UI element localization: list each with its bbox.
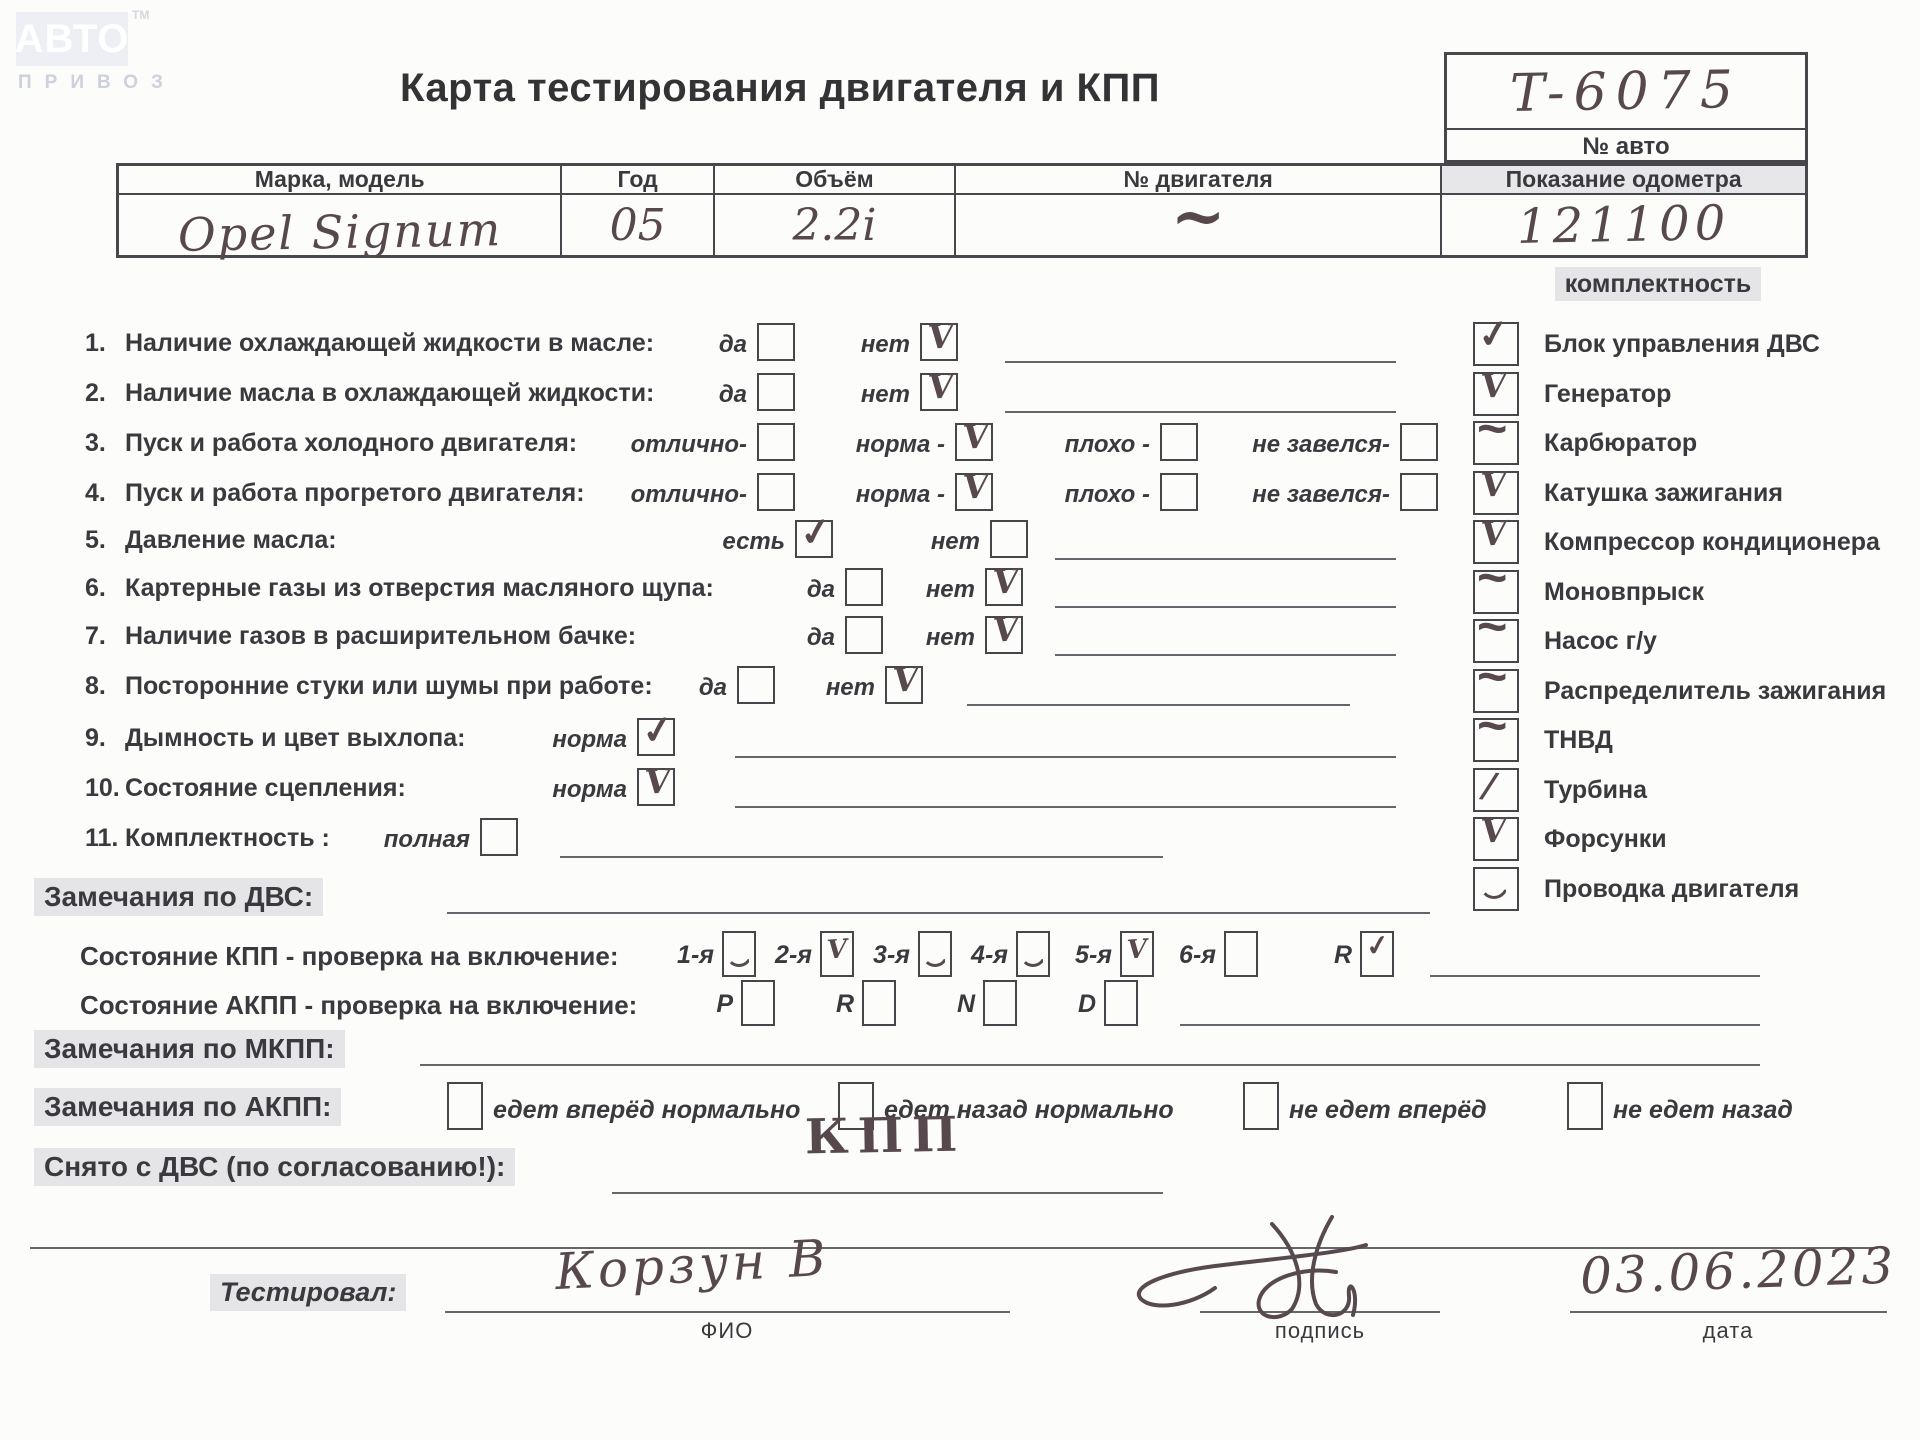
gear-label: 2-я	[775, 941, 812, 969]
equipment-checkbox	[1473, 513, 1519, 564]
handwritten-make-model: Opel Signum	[177, 202, 503, 262]
mkpp-remarks-label: Замечания по МКПП:	[34, 1030, 345, 1068]
option-label: плохо -	[1064, 481, 1150, 508]
option-label: норма -	[855, 481, 945, 508]
handwritten-vee-mark: V	[926, 316, 955, 357]
signature-caption: подпись	[1274, 1318, 1366, 1343]
option-label: да	[718, 381, 747, 408]
gear-label: N	[956, 990, 975, 1018]
cell-value	[715, 195, 954, 255]
handwritten-engine-number-dash: ~	[1170, 177, 1226, 255]
handwritten-vee-mark: V	[961, 466, 990, 507]
akpp-option-label: не едет вперёд	[1289, 1096, 1487, 1124]
car-number-box	[1444, 52, 1808, 163]
column-header: Объём	[715, 166, 954, 195]
check-item-number: 8.	[85, 672, 106, 700]
equipment-item-row	[0, 549, 1920, 618]
equipment-item-row	[0, 810, 1920, 865]
cell-value	[562, 195, 712, 255]
equipment-checkbox	[1473, 365, 1519, 416]
handwritten-dash-mark: ~	[1477, 598, 1508, 656]
option-label: да	[806, 576, 835, 603]
check-item-label: Давление масла:	[125, 526, 337, 554]
equipment-item-label: ТНВД	[1544, 726, 1613, 754]
option-label: да	[718, 331, 747, 358]
handwritten-curve-mark	[922, 953, 948, 967]
gear-checkbox	[1016, 931, 1050, 977]
fio-line	[445, 1311, 1010, 1313]
check-item-label: Картерные газы из отверстия масляного щупа:	[125, 574, 714, 602]
equipment-item-label: Катушка зажигания	[1544, 479, 1783, 507]
akpp-comment-line	[1180, 1024, 1760, 1026]
gear-label: 1-я	[677, 941, 714, 969]
equipment-item-row	[0, 598, 1920, 667]
check-item-number: 7.	[85, 622, 106, 650]
check-item-label: Пуск и работа прогретого двигателя:	[125, 479, 585, 507]
check-item-number: 1.	[85, 329, 106, 357]
vehicle-column-odometer	[1442, 166, 1805, 255]
equipment-item-row	[0, 513, 1920, 568]
equipment-checkbox	[1473, 765, 1519, 812]
handwritten-vee-mark: V	[891, 659, 920, 700]
removed-label: Снято с ДВС (по согласованию!):	[34, 1148, 515, 1186]
dvs-remarks-line	[447, 912, 1430, 914]
handwritten-vee-mark: V	[991, 561, 1020, 602]
handwritten-volume: 2.2i	[792, 199, 877, 251]
handwritten-vee-mark: V	[991, 609, 1020, 650]
column-header: Марка, модель	[119, 166, 560, 195]
vehicle-column-engine-number	[956, 166, 1442, 255]
kpp-comment-line	[1430, 975, 1760, 977]
check-item-label: Посторонние стуки или шумы при работе:	[125, 672, 653, 700]
date-line	[1570, 1311, 1887, 1313]
check-item-label: Наличие масла в охлаждающей жидкости:	[125, 379, 655, 407]
handwritten-vee-mark: V	[926, 366, 955, 407]
handwritten-check-mark: ✓	[1363, 928, 1392, 963]
fio-caption: ФИО	[700, 1318, 754, 1343]
date-caption: дата	[1702, 1318, 1754, 1343]
handwritten-tester-name: Корзун В	[553, 1228, 831, 1302]
equipment-item-label: Турбина	[1544, 776, 1647, 804]
gear-checkbox	[918, 931, 952, 977]
vehicle-column-year	[562, 166, 714, 255]
equipment-checkbox	[1473, 400, 1519, 465]
handwritten-car-number: T-6075	[1509, 59, 1743, 124]
equipment-checkbox	[1473, 648, 1519, 713]
option-label: отлично-	[630, 431, 747, 458]
check-item-number: 6.	[85, 574, 106, 602]
column-header: Показание одометра	[1442, 166, 1805, 195]
equipment-item-label: Форсунки	[1544, 825, 1667, 853]
gear-label: 5-я	[1075, 941, 1112, 969]
tester-label: Тестировал:	[210, 1274, 406, 1311]
check-item-label: Комплектность :	[125, 824, 330, 852]
check-item-label: Дымность и цвет выхлопа:	[125, 724, 466, 752]
handwritten-curve-mark	[1479, 881, 1509, 899]
handwritten-date: 03.06.2023	[1579, 1236, 1898, 1306]
option-label: нет	[860, 381, 910, 408]
equipment-item-label: Насос г/у	[1544, 627, 1657, 655]
equipment-item-row	[0, 648, 1920, 717]
kpp-row-label: Состояние КПП - проверка на включение:	[80, 941, 619, 971]
equipment-item-row	[0, 311, 1920, 370]
check-item-number: 5.	[85, 526, 106, 554]
dvs-remarks-label: Замечания по ДВС:	[34, 878, 323, 916]
handwritten-vee-mark: V	[961, 416, 990, 457]
equipment-item-label: Карбюратор	[1544, 429, 1698, 457]
check-item-label: Наличие газов в расширительном бачке:	[125, 622, 637, 650]
column-header: Год	[562, 166, 712, 195]
option-label: нет	[925, 576, 975, 603]
logo-tm-mark: TM	[132, 8, 150, 22]
equipment-checkbox	[1473, 549, 1519, 614]
gear-checkbox	[1224, 931, 1258, 977]
gear-label: P	[716, 990, 733, 1018]
check-item-label: Состояние сцепления:	[125, 774, 406, 802]
equipment-checkbox	[1473, 810, 1519, 861]
gear-label: 4-я	[971, 941, 1008, 969]
vehicle-table	[116, 163, 1808, 262]
handwritten-curve-mark	[726, 953, 752, 967]
gear-checkbox	[741, 980, 775, 1026]
kpp-gear-row	[0, 928, 1920, 983]
car-number-value-cell	[1447, 55, 1805, 128]
check-item-number: 2.	[85, 379, 106, 407]
equipment-item-row	[0, 365, 1920, 420]
handwritten-dash-mark: ~	[1477, 697, 1508, 755]
mkpp-remarks-line	[420, 1064, 1760, 1066]
option-label: да	[806, 624, 835, 651]
akpp-option-label: едет назад нормально	[884, 1096, 1174, 1124]
check-item-label: Наличие охлаждающей жидкости в масле:	[125, 329, 655, 357]
handwritten-dash-mark: ~	[1477, 400, 1508, 458]
equipment-item-row	[0, 697, 1920, 766]
akpp-remarks-label: Замечания по АКПП:	[34, 1088, 341, 1126]
gear-label: 3-я	[873, 941, 910, 969]
check-item-number: 3.	[85, 429, 106, 457]
check-item-number: 10.	[85, 774, 120, 802]
option-label: есть	[722, 528, 785, 555]
handwritten-vee-mark: V	[1479, 810, 1508, 851]
car-number-label: № авто	[1447, 128, 1805, 163]
option-label: отлично-	[630, 481, 747, 508]
gear-checkbox	[722, 931, 756, 977]
equipment-checkbox	[1473, 464, 1519, 515]
vehicle-column-make	[119, 166, 562, 262]
equipment-item-label: Компрессор кондиционера	[1544, 528, 1880, 556]
equipment-item-label: Проводка двигателя	[1544, 875, 1800, 903]
gear-label: R	[1333, 941, 1352, 969]
handwritten-check-mark: ✓	[797, 509, 835, 557]
akpp-option-label: едет вперёд нормально	[493, 1096, 801, 1124]
akpp-option-checkbox	[1243, 1082, 1279, 1130]
equipment-item-label: Распределитель зажигания	[1544, 677, 1887, 705]
option-label: не завелся-	[1252, 431, 1390, 458]
option-label: нет	[925, 624, 975, 651]
check-item-label: Пуск и работа холодного двигателя:	[125, 429, 578, 457]
equipment-item-label: Генератор	[1544, 380, 1672, 408]
handwritten-vee-mark: V	[1479, 464, 1508, 505]
handwritten-vee-mark: V	[1479, 513, 1508, 554]
handwritten-vee-mark: V	[1479, 365, 1508, 406]
handwritten-dash-mark: ~	[1477, 648, 1508, 706]
gear-label: R	[835, 990, 854, 1018]
handwritten-vee-mark: V	[1125, 934, 1149, 966]
logo-brand-text: АВТО	[14, 16, 130, 61]
gear-checkbox	[1104, 980, 1138, 1026]
equipment-item-label: Моновпрыск	[1544, 578, 1704, 606]
handwritten-check-mark: ✓	[1475, 311, 1513, 359]
logo	[16, 12, 128, 66]
equipment-item-row	[0, 400, 1920, 469]
handwritten-vee-mark: V	[825, 934, 849, 966]
option-label: норма	[552, 726, 627, 753]
akpp-gear-row	[0, 982, 1920, 1032]
handwritten-check-mark: ✓	[639, 707, 677, 755]
handwritten-year: 05	[609, 199, 666, 251]
akpp-option-checkbox	[447, 1082, 483, 1130]
handwritten-vee-mark: V	[643, 761, 672, 802]
gear-label: 6-я	[1179, 941, 1216, 969]
option-label: нет	[930, 528, 980, 555]
option-label: норма	[552, 776, 627, 803]
option-label: да	[698, 674, 727, 701]
akpp-row-label: Состояние АКПП - проверка на включение:	[80, 990, 638, 1020]
option-label: полная	[383, 826, 470, 853]
handwritten-curve-mark	[1020, 953, 1046, 967]
cell-value	[1442, 195, 1805, 255]
equipment-section-header	[1480, 270, 1836, 299]
gear-checkbox	[1120, 931, 1154, 977]
gear-checkbox	[820, 931, 854, 977]
equipment-checkbox	[1473, 697, 1519, 762]
akpp-option-label: не едет назад	[1613, 1096, 1793, 1124]
handwritten-removed-value: КПП	[804, 1106, 967, 1166]
logo-subtitle: ПРИВОЗ	[18, 72, 176, 93]
removed-line	[612, 1192, 1163, 1194]
signature-scribble	[1120, 1210, 1460, 1328]
gear-checkbox	[862, 980, 896, 1026]
vehicle-column-volume	[715, 166, 956, 255]
equipment-checkbox	[1473, 867, 1519, 911]
equipment-checkbox	[1473, 311, 1519, 366]
equipment-item-label: Блок управления ДВС	[1544, 330, 1820, 358]
page-title: Карта тестирования двигателя и КПП	[400, 66, 1160, 110]
gear-label: D	[1077, 990, 1096, 1018]
handwritten-slash-mark: /	[1480, 765, 1498, 807]
option-label: норма -	[855, 431, 945, 458]
column-header: № двигателя	[956, 166, 1440, 195]
handwritten-dash-mark: ~	[1477, 549, 1508, 607]
handwritten-odometer: 121100	[1516, 195, 1731, 255]
option-label: нет	[825, 674, 875, 701]
option-label: нет	[860, 331, 910, 358]
check-item-number: 11.	[85, 824, 119, 852]
option-label: не завелся-	[1252, 481, 1390, 508]
equipment-title: комплектность	[1555, 267, 1762, 301]
cell-value	[119, 195, 560, 262]
equipment-item-row	[0, 464, 1920, 519]
gear-checkbox	[983, 980, 1017, 1026]
equipment-checkbox	[1473, 598, 1519, 663]
akpp-option-checkbox	[1567, 1082, 1603, 1130]
check-item-number: 4.	[85, 479, 106, 507]
equipment-item-row	[0, 765, 1920, 816]
gear-checkbox	[1360, 928, 1394, 977]
option-label: плохо -	[1064, 431, 1150, 458]
check-item-number: 9.	[85, 724, 106, 752]
